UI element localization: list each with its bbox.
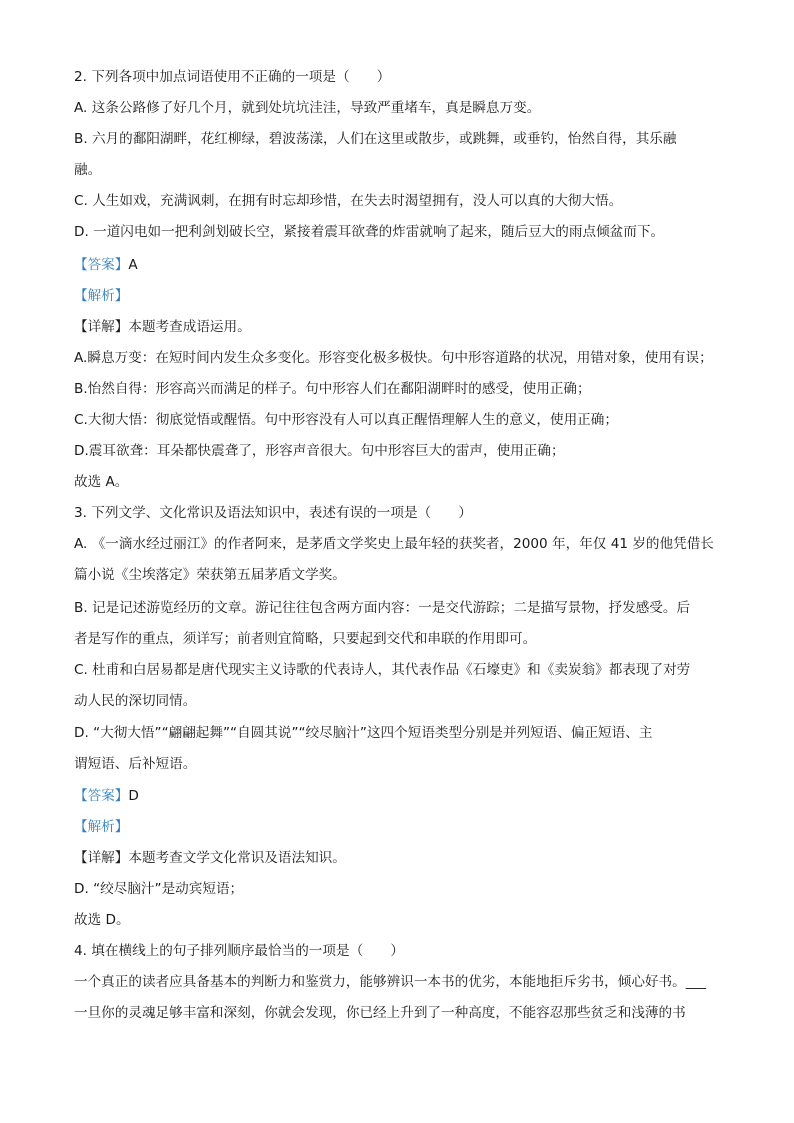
answer-value: D <box>128 788 139 804</box>
answer-tag: 【答案】 <box>74 788 129 804</box>
question-2-answer <box>74 255 734 275</box>
detail-text: 本题考查文学文化常识及语法知识。 <box>128 850 346 866</box>
question-2-explanation-a: A.瞬息万变：在短时间内发生众多变化。形容变化极多极快。句中形容道路的状况，用错对象，使用有误； <box>74 350 713 366</box>
question-3-explanation-d: D. “绞尽脑汁”是动宾短语； <box>74 881 244 897</box>
question-3-option-c-cont: 动人民的深切同情。 <box>74 693 197 709</box>
analysis-tag: 【解析】 <box>74 819 129 835</box>
question-3-option-a: A. 《一滴水经过丽江》的作者阿来，是茅盾文学奖史上最年轻的获奖者，2000 年，年仅 41 岁的他凭借长 <box>74 536 714 552</box>
question-4-stem: 4. 填在横线上的句子排列顺序最恰当的一项是（ ） <box>74 943 404 959</box>
question-4-text-line-2: 一旦你的灵魂足够丰富和深刻，你就会发现，你已经上升到了一种高度，不能容忍那些贫乏和浅薄的书 <box>74 1005 686 1021</box>
question-3-answer <box>74 786 734 806</box>
detail-text: 本题考查成语运用。 <box>128 319 251 335</box>
question-2-explanation-d: D.震耳欲聋：耳朵都快震聋了，形容声音很大。句中形容巨大的雷声，使用正确； <box>74 443 565 459</box>
question-3-detail <box>74 848 734 868</box>
question-2-option-b-cont: 融。 <box>74 162 102 178</box>
question-2-stem: 2. 下列各项中加点词语使用不正确的一项是（ ） <box>74 69 391 85</box>
question-3-conclusion: 故选 D。 <box>74 912 130 928</box>
question-2-option-d: D. 一道闪电如一把利剑划破长空，紧接着震耳欲聋的炸雷就响了起来，随后豆大的雨点倾盆而下。 <box>74 224 665 240</box>
question-2-explanation-c: C.大彻大悟：彻底觉悟或醒悟。句中形容没有人可以真正醒悟理解人生的意义，使用正确； <box>74 412 618 428</box>
question-2-detail <box>74 317 734 337</box>
question-2-analysis <box>74 286 734 306</box>
analysis-tag: 【解析】 <box>74 288 129 304</box>
question-2-option-b: B. 六月的鄱阳湖畔，花红柳绿，碧波荡漾，人们在这里或散步，或跳舞，或垂钓，怡然自得，其乐融 <box>74 131 677 147</box>
detail-tag: 【详解】 <box>74 319 129 335</box>
question-3-option-d: D. “大彻大悟”“翩翩起舞”“自圆其说”“绞尽脑汁”这四个短语类型分别是并列短语、偏正短语、主 <box>74 725 653 741</box>
question-3-stem: 3. 下列文学、文化常识及语法知识中，表述有误的一项是（ ） <box>74 505 472 521</box>
answer-tag: 【答案】 <box>74 257 129 273</box>
question-3-analysis <box>74 817 734 837</box>
question-4-text-line-1: 一个真正的读者应具备基本的判断力和鉴赏力，能够辨识一本书的优劣，本能地拒斥劣书，倾心好书。___ <box>74 974 707 990</box>
question-3-option-c: C. 杜甫和白居易都是唐代现实主义诗歌的代表诗人，其代表作品《石壕吏》和《卖炭翁》都表现了对劳 <box>74 662 691 678</box>
question-3-option-a-cont: 篇小说《尘埃落定》荣获第五届茅盾文学奖。 <box>74 567 346 583</box>
question-2-option-c: C. 人生如戏，充满讽刺，在拥有时忘却珍惜，在失去时渴望拥有，没人可以真的大彻大悟。 <box>74 193 623 209</box>
question-3-option-b: B. 记是记述游览经历的文章。游记往往包含两方面内容：一是交代游踪；二是描写景物，抒发感受。后 <box>74 600 691 616</box>
detail-tag: 【详解】 <box>74 850 129 866</box>
question-2-explanation-b: B.怡然自得：形容高兴而满足的样子。句中形容人们在鄱阳湖畔时的感受，使用正确； <box>74 381 591 397</box>
question-3-option-b-cont: 者是写作的重点，须详写；前者则宜简略，只要起到交代和串联的作用即可。 <box>74 631 537 647</box>
question-2-conclusion: 故选 A。 <box>74 474 129 490</box>
question-3-option-d-cont: 谓短语、后补短语。 <box>74 756 197 772</box>
question-2-option-a: A. 这条公路修了好几个月，就到处坑坑洼洼，导致严重堵车，真是瞬息万变。 <box>74 100 541 116</box>
answer-value: A <box>128 257 138 273</box>
